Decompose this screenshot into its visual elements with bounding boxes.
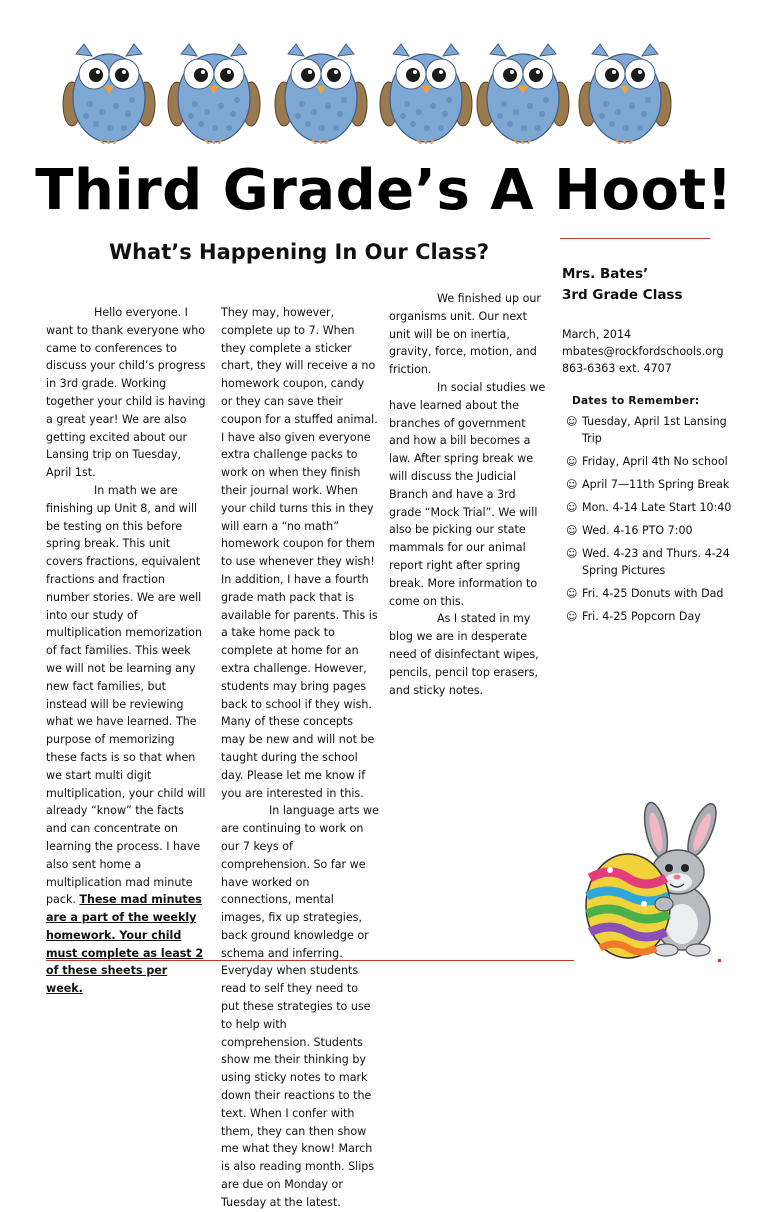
owl-icon — [62, 40, 156, 144]
class-name: 3rd Grade Class — [562, 287, 683, 303]
paragraph-math-continued: They may, however, complete up to 7. When they complete a sticker chart, they will receive a no homework coupon, candy or they can save their coupon for a stuffed animal. I have also given everyone extra challenge packs to work on when they finish their journal work. When your child turns this in they will earn a “no math” homework coupon for them to use whenever they wish! In addition, I have a fourth grade math pack that is available for parents. This is a take home pack to complete at home for an extra challenge. However, students may bring pages back to school if they wish. Many of these concepts may be new and will not be taught during the school day. Please let me know if you are interested in this. — [221, 306, 378, 800]
paragraph-language-arts: In language arts we are continuing to work on our 7 keys of comprehension. So far we have worked on connections, mental images, fix up strategies, back ground knowledge or schema and inferring. Everyday when students read to self they need to put these strategies to use to help with comprehension. Students show me their thinking by using sticky notes to mark down their reactions to the text. When I confer with them, they can then show me what they know! March is also reading month. Slips are due on Monday or Tuesday at the latest. — [221, 804, 379, 1209]
section-heading: What’s Happening In Our Class? — [108, 240, 490, 264]
date-text: Wed. 4-16 PTO 7:00 — [582, 524, 693, 537]
owl-banner — [62, 40, 672, 146]
paragraph-greeting: Hello everyone. I want to thank everyone who came to conferences to discuss your child’s progress in 3rd grade. Working together your child is having a great year! We are also getting excited about our Lansing trip on Tuesday, April 1st. — [46, 306, 206, 480]
owl-icon — [167, 40, 261, 144]
sidebar — [562, 264, 732, 631]
smiley-icon: ☺ — [566, 455, 578, 468]
contact-info — [562, 326, 732, 377]
paragraph-math-text: In math we are finishing up Unit 8, and will be testing on this before spring break. This unit covers fractions, equivalent fractions and fraction number stories. We are well into our study of multiplication memorization of fact families. This week we will not be learning any new fact families, but instead will be reviewing what we have learned. The purpose of memorizing these facts is so that when we start multi digit multiplication, your child will already “know” the facts and can concentrate on learning the process. I have also sent home a multiplication mad minute pack. — [46, 483, 206, 907]
email-address[interactable]: mbates@rockfordschools.org — [562, 345, 724, 358]
date-text: Friday, April 4th No school — [582, 455, 728, 468]
divider — [46, 960, 574, 961]
smiley-icon: ☺ — [566, 524, 578, 537]
phone-number: 863-6363 ext. 4707 — [562, 362, 672, 375]
paragraph-supplies: As I stated in my blog we are in desperate need of disinfectant wipes, pencils, pencil top erasers, and sticky notes. — [389, 612, 539, 697]
date-item — [566, 585, 732, 602]
dates-list — [562, 413, 732, 625]
article-column-1 — [46, 304, 206, 998]
paragraph-social-studies: In social studies we have learned about the branches of government and how a bill becomes a law. After spring break we will discuss the Judicial Branch and have a 3rd grade “Mock Trial”. We will also be picking our state mammals for our animal report right after spring break. More information to come on this. — [389, 380, 546, 608]
smiley-icon: ☺ — [566, 587, 578, 600]
date-item — [566, 413, 732, 447]
paragraph-science: We finished up our organisms unit. Our next unit will be on inertia, gravity, force, motion, and friction. — [389, 292, 541, 377]
owl-icon — [379, 40, 473, 144]
divider — [560, 238, 710, 239]
newsletter-title: Third Grade’s A Hoot! — [35, 158, 733, 223]
date-text: Fri. 4-25 Donuts with Dad — [582, 587, 724, 600]
date-text: Mon. 4-14 Late Start 10:40 — [582, 501, 732, 514]
date-text: Wed. 4-23 and Thurs. 4-24 Spring Pictures — [582, 547, 730, 577]
easter-bunny-icon — [570, 800, 730, 962]
owl-icon — [578, 40, 672, 144]
issue-date: March, 2014 — [562, 328, 632, 341]
dates-heading: Dates to Remember: — [572, 395, 700, 407]
teacher-name: Mrs. Bates’ — [562, 266, 649, 282]
date-text: April 7—11th Spring Break — [582, 478, 730, 491]
smiley-icon: ☺ — [566, 478, 578, 491]
smiley-icon: ☺ — [566, 547, 578, 560]
date-item — [566, 545, 732, 579]
date-item — [566, 453, 732, 470]
date-text: Tuesday, April 1st Lansing Trip — [582, 415, 727, 445]
homework-requirement: These mad minutes are a part of the weekly homework. Your child must complete as least 2 of these sheets per week. — [46, 893, 204, 996]
date-text: Fri. 4-25 Popcorn Day — [582, 610, 701, 623]
owl-icon — [274, 40, 368, 144]
paragraph-math — [46, 482, 206, 998]
smiley-icon: ☺ — [566, 501, 578, 514]
owl-icon — [476, 40, 570, 144]
date-item — [566, 476, 732, 493]
smiley-icon: ☺ — [566, 610, 578, 623]
date-item — [566, 499, 732, 516]
date-item — [566, 522, 732, 539]
article-column-3 — [389, 290, 547, 699]
article-column-2 — [221, 304, 379, 1212]
smiley-icon: ☺ — [566, 415, 578, 428]
date-item — [566, 608, 732, 625]
